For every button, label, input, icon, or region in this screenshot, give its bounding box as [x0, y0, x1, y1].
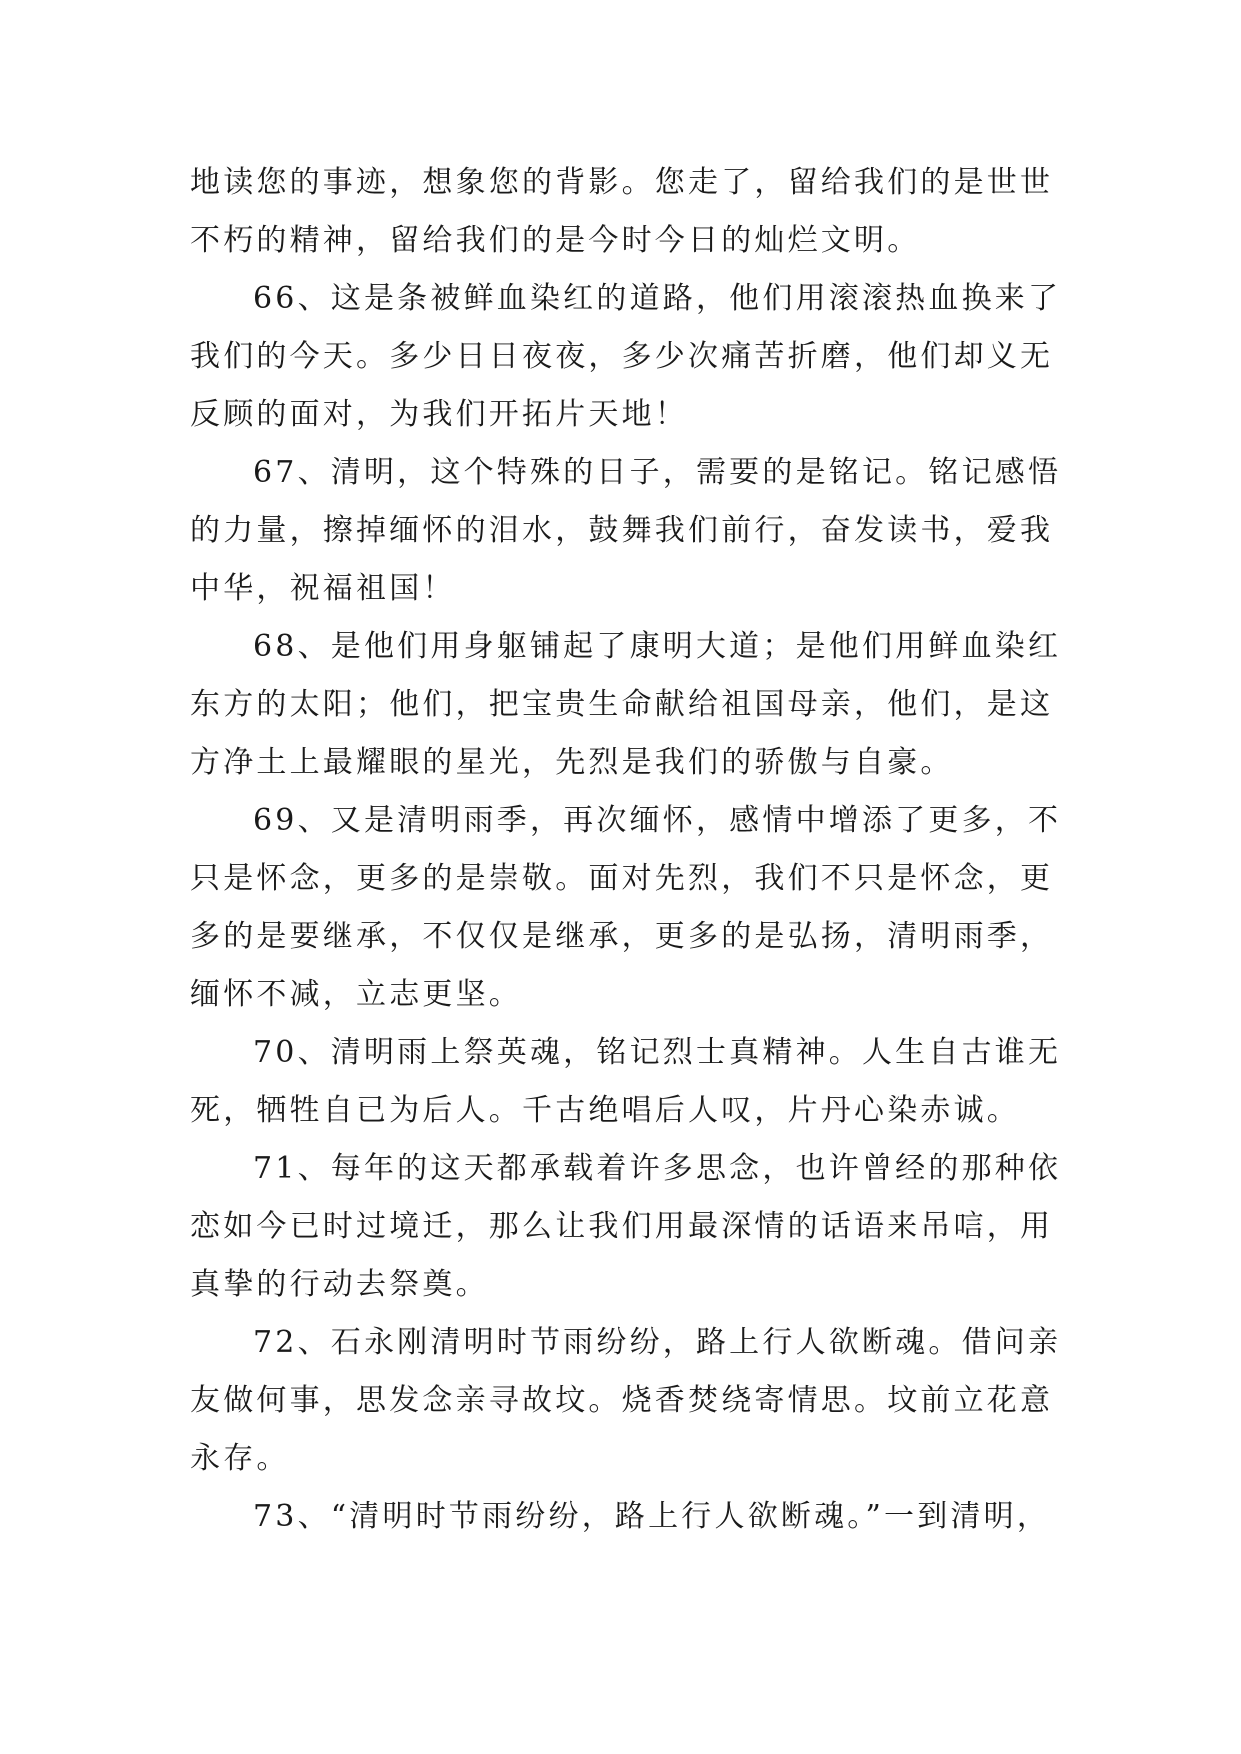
text-line: 73、“清明时节雨纷纷，路上行人欲断魂。”一到清明，	[253, 1499, 1051, 1534]
text-line: 71、每年的这天都承载着许多思念，也许曾经的那种依	[253, 1151, 1062, 1186]
text-line: 缅怀不减，立志更坚。	[190, 977, 522, 1012]
text-line: 66、这是条被鲜血染红的道路，他们用滚滚热血换来了	[253, 281, 1062, 316]
paragraph-72	[190, 1314, 1062, 1488]
text-line: 方净土上最耀眼的星光，先烈是我们的骄傲与自豪。	[190, 745, 954, 780]
text-line: 真挚的行动去祭奠。	[190, 1267, 489, 1302]
text-line: 多的是要继承，不仅仅是继承，更多的是弘扬，清明雨季，	[190, 919, 1054, 954]
paragraph-continued	[190, 154, 1056, 270]
paragraph-68	[190, 618, 1062, 792]
paragraph-67	[190, 444, 1062, 618]
paragraph-71	[190, 1140, 1062, 1314]
text-line: 地读您的事迹，想象您的背影。您走了，留给我们的是世世	[190, 165, 1054, 200]
text-line: 恋如今已时过境迁，那么让我们用最深情的话语来吊唁，用	[190, 1209, 1054, 1244]
text-line: 只是怀念，更多的是崇敬。面对先烈，我们不只是怀念，更	[190, 861, 1054, 896]
text-line: 的力量，擦掉缅怀的泪水，鼓舞我们前行，奋发读书，爱我	[190, 513, 1054, 548]
text-line: 中华，祝福祖国！	[190, 571, 456, 606]
text-line: 不朽的精神，留给我们的是今时今日的灿烂文明。	[190, 223, 921, 258]
text-line: 68、是他们用身躯铺起了康明大道；是他们用鲜血染红	[253, 629, 1062, 664]
text-line: 70、清明雨上祭英魂，铭记烈士真精神。人生自古谁无	[253, 1035, 1062, 1070]
text-line: 72、石永刚清明时节雨纷纷，路上行人欲断魂。借问亲	[253, 1325, 1062, 1360]
text-line: 我们的今天。多少日日夜夜，多少次痛苦折磨，他们却义无	[190, 339, 1054, 374]
paragraph-70	[190, 1024, 1062, 1140]
paragraph-73	[190, 1488, 1056, 1546]
text-line: 友做何事，思发念亲寻故坟。烧香焚绕寄情思。坟前立花意	[190, 1383, 1054, 1418]
text-line: 永存。	[190, 1441, 290, 1476]
document-body	[190, 154, 1062, 1546]
text-line: 死，牺牲自已为后人。千古绝唱后人叹，片丹心染赤诚。	[190, 1093, 1020, 1128]
text-line: 反顾的面对，为我们开拓片天地！	[190, 397, 688, 432]
text-line: 69、又是清明雨季，再次缅怀，感情中增添了更多，不	[253, 803, 1062, 838]
paragraph-69	[190, 792, 1062, 1024]
text-line: 67、清明，这个特殊的日子，需要的是铭记。铭记感悟	[253, 455, 1062, 490]
text-line: 东方的太阳；他们，把宝贵生命献给祖国母亲，他们，是这	[190, 687, 1054, 722]
paragraph-66	[190, 270, 1062, 444]
